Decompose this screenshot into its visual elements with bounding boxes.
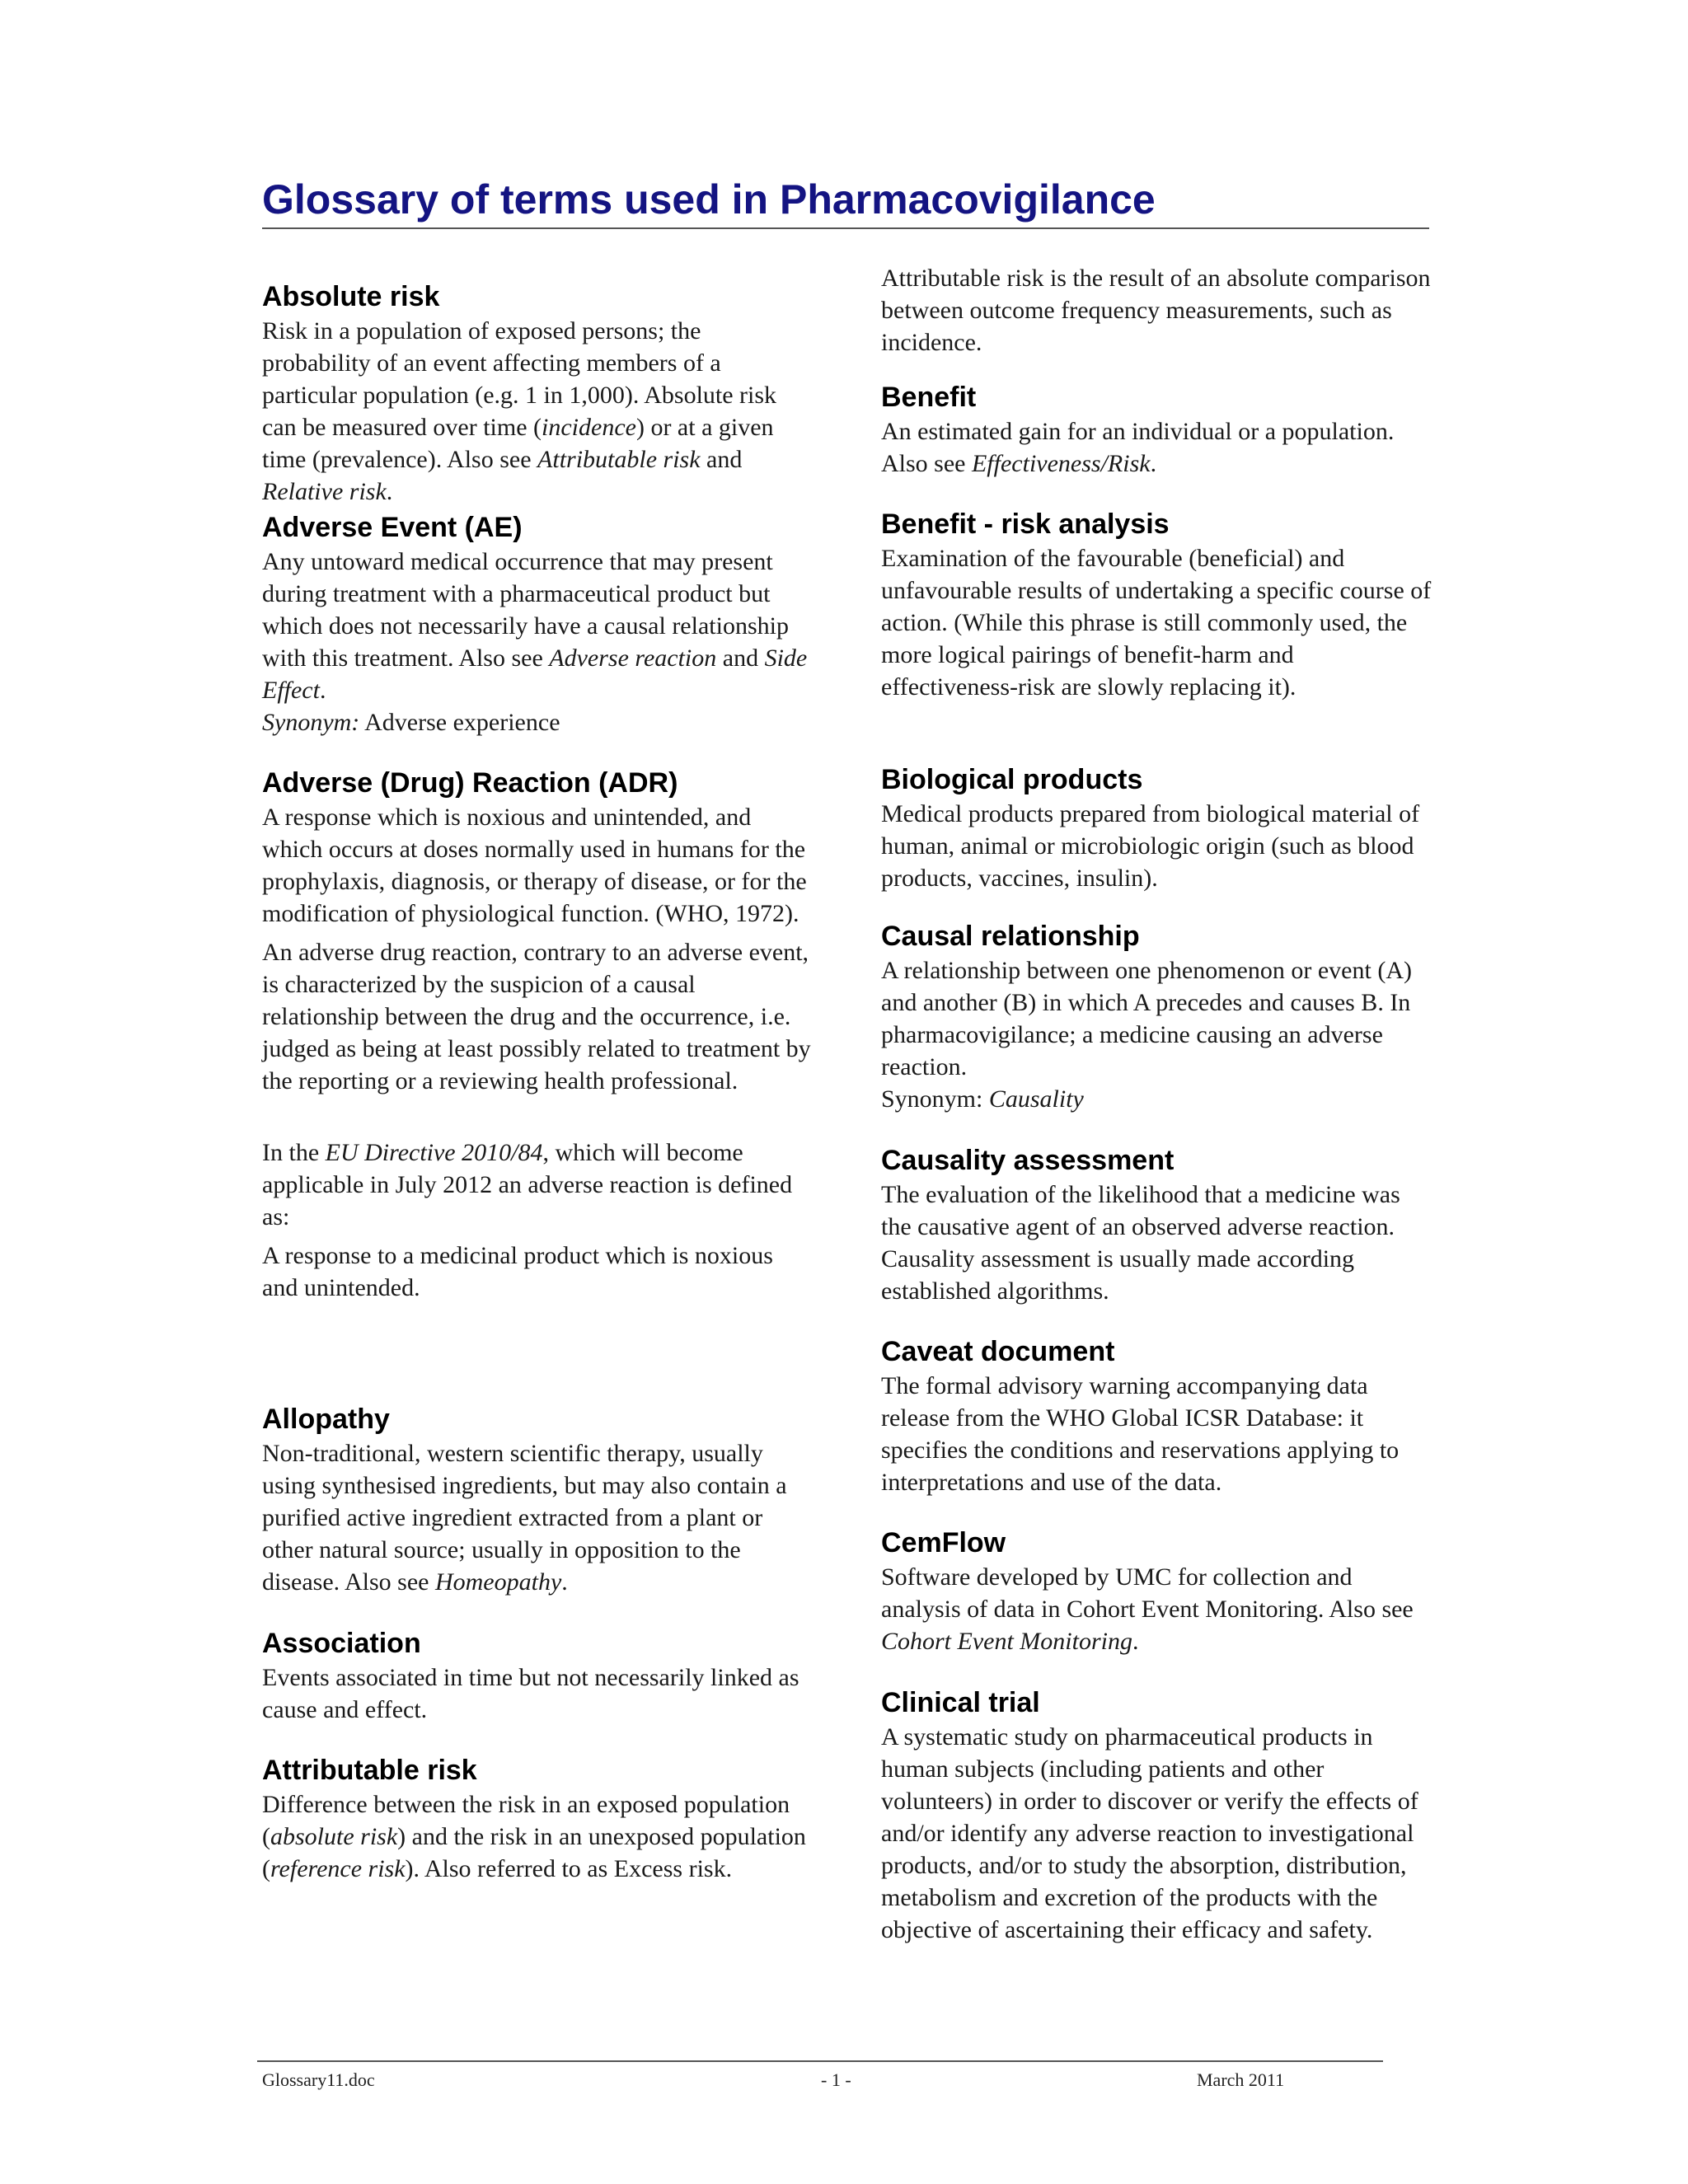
entry-benefit: [881, 379, 1433, 506]
entry-allopathy: [262, 1401, 814, 1625]
term-heading: Benefit: [881, 382, 977, 413]
term-definition: Examination of the favourable (beneficial) and unfavourable results of undertaking a specific course of action. (While this phrase is still commonly used, the more logical pairings of benefit-harm and effectiveness-risk are slowly replacing it).: [881, 545, 1432, 701]
term-heading: Attributable risk: [262, 1755, 477, 1786]
term-definition: Any untoward medical occurrence that may present during treatment with a pharmaceutical product but which does not necessarily have a causal relationship with this treatment. Also see Adverse reaction and Side Effect. Synonym: Adverse experience: [262, 548, 808, 736]
entry-adr: [262, 765, 814, 1401]
term-definition: An estimated gain for an individual or a population. Also see Effectiveness/Risk.: [881, 418, 1395, 477]
term-heading: Causality assessment: [881, 1145, 1175, 1176]
entry-biological-products: [881, 762, 1433, 918]
footer-filename: Glossary11.doc: [262, 2069, 375, 2090]
term-heading: Clinical trial: [881, 1687, 1040, 1718]
entry-caveat-document: [881, 1333, 1433, 1525]
term-heading: Causal relationship: [881, 921, 1140, 952]
term-definition: Difference between the risk in an exposed population (absolute risk) and the risk in an unexposed population (reference risk). Also referred to as Excess risk.: [262, 1791, 806, 1882]
entry-causality-assessment: [881, 1142, 1433, 1333]
entry-attributable-risk: [262, 1752, 814, 1885]
term-definition: A response which is noxious and unintended, and which occurs at doses normally used in humans for the prophylaxis, diagnosis, or therapy of disease, or for the modification of physiological function. (WHO, 1972). An adverse drug reaction, contrary to an adverse event, is characterized by the suspicion of a causal relationship between the drug and the occurrence, i.e. judged as being at least possibly related to treatment by the reporting or a reviewing health professional. In the EU Directive 2010/84, which will become applicable in July 2012 an adverse reaction is defined as: A response to a medicinal product which is noxious and unintended.: [262, 804, 811, 1301]
entry-causal-relationship: [881, 918, 1433, 1142]
term-definition: The formal advisory warning accompanying data release from the WHO Global ICSR Database: it specifies the conditions and reservations applying to interpretations and use of the data.: [881, 1372, 1400, 1496]
term-definition: A systematic study on pharmaceutical products in human subjects (including patients and other volunteers) in order to discover or verify the effects of and/or identify any adverse reaction to investigational products, and/or to study the absorption, distribution, metabolism and excretion of the products with the objective of ascertaining their efficacy and safety.: [881, 1723, 1418, 1943]
entry-absolute-risk: [262, 279, 814, 509]
term-heading: Adverse (Drug) Reaction (ADR): [262, 767, 678, 799]
term-heading: Absolute risk: [262, 281, 440, 312]
term-definition: Risk in a population of exposed persons; the probability of an event affecting members of a particular population (e.g. 1 in 1,000). Absolute risk can be measured over time (incidence) or at a given time (prevalence). Also see Attributable risk and Relative risk.: [262, 317, 777, 505]
left-column: [262, 279, 814, 1885]
term-definition: The evaluation of the likelihood that a medicine was the causative agent of an observed adverse reaction. Causality assessment is usually made according established algorithms.: [881, 1181, 1400, 1305]
term-heading: CemFlow: [881, 1527, 1006, 1558]
term-heading: Biological products: [881, 764, 1143, 795]
entry-association: [262, 1625, 814, 1752]
term-definition: Software developed by UMC for collection and analysis of data in Cohort Event Monitoring. Also see Cohort Event Monitoring.: [881, 1563, 1414, 1655]
term-heading: Benefit - risk analysis: [881, 509, 1170, 540]
entry-clinical-trial: [881, 1685, 1433, 1946]
term-definition: A relationship between one phenomenon or event (A) and another (B) in which A precedes and causes B. In pharmacovigilance; a medicine causing an adverse reaction. Synonym: Causality: [881, 957, 1412, 1113]
footer-divider: [257, 2060, 1383, 2062]
term-heading: Caveat document: [881, 1336, 1115, 1367]
entry-cemflow: [881, 1525, 1433, 1685]
term-heading: Association: [262, 1628, 421, 1659]
footer-date: March 2011: [1197, 2069, 1285, 2090]
term-definition: Medical products prepared from biological material of human, animal or microbiologic origin (such as blood products, vaccines, insulin).: [881, 800, 1420, 892]
page-title: Glossary of terms used in Pharmacovigilance: [262, 173, 1429, 229]
term-definition: Events associated in time but not necessarily linked as cause and effect.: [262, 1664, 799, 1723]
entry-adverse-event: [262, 509, 814, 765]
entry-benefit-risk-analysis: [881, 506, 1433, 762]
term-definition: Attributable risk is the result of an absolute comparison between outcome frequency measurements, such as incidence.: [881, 265, 1431, 356]
footer-page-number: - 1 -: [821, 2069, 851, 2090]
term-heading: Allopathy: [262, 1404, 390, 1435]
term-heading: Adverse Event (AE): [262, 512, 523, 543]
term-definition: Non-traditional, western scientific therapy, usually using synthesised ingredients, but may also contain a purified active ingredient extracted from a plant or other natural source; usually in opposition to the disease. Also see Homeopathy.: [262, 1440, 787, 1596]
entry-attributable-risk-continued: [881, 262, 1433, 379]
right-column: [881, 262, 1433, 1946]
